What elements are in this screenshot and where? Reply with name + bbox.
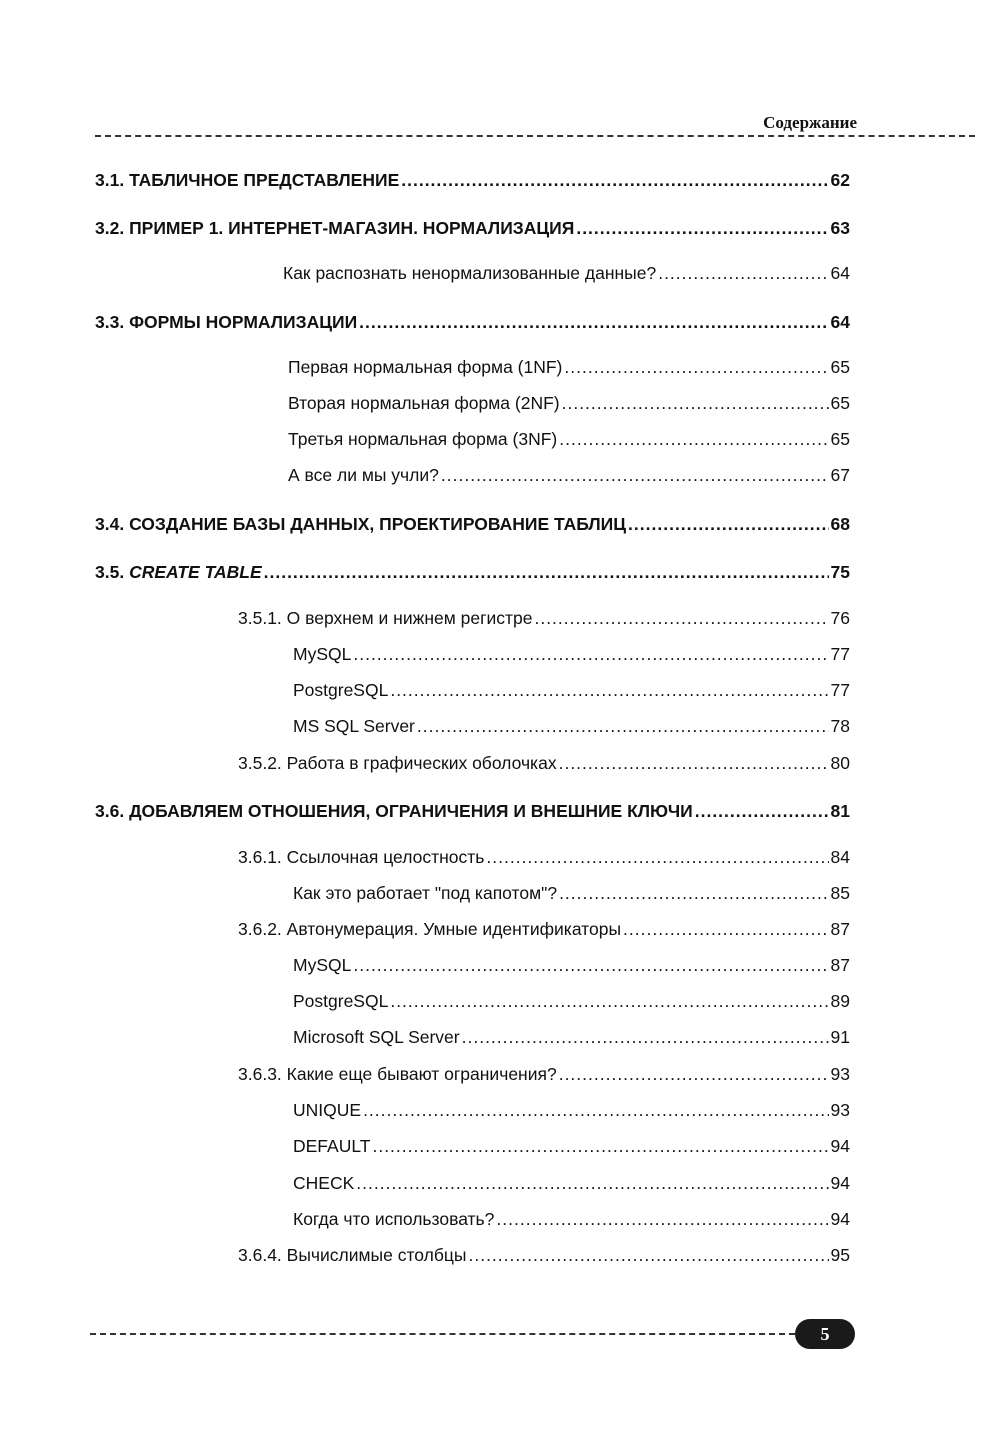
- toc-entry[interactable]: Как это работает "под капотом"? ..... 85: [293, 882, 850, 904]
- toc-entry-3-5[interactable]: 3.5. CREATE TABLE ..... 75: [95, 561, 850, 583]
- toc-entry[interactable]: Как распознать ненормализованные данные? ..... 64: [283, 262, 850, 284]
- toc-entry[interactable]: А все ли мы учли? ..... 67: [288, 464, 850, 486]
- toc-entry-3-6[interactable]: 3.6. ДОБАВЛЯЕМ ОТНОШЕНИЯ, ОГРАНИЧЕНИЯ И ВНЕШНИЕ КЛЮЧИ ..... 81: [95, 800, 850, 822]
- toc-entry[interactable]: 3.5.2. Работа в графических оболочках ..... 80: [238, 752, 850, 774]
- toc-entry-3-3[interactable]: 3.3. ФОРМЫ НОРМАЛИЗАЦИИ ..... 64: [95, 311, 850, 333]
- toc-entry[interactable]: PostgreSQL ..... 89: [293, 990, 850, 1012]
- toc-entry-3-4[interactable]: 3.4. СОЗДАНИЕ БАЗЫ ДАННЫХ, ПРОЕКТИРОВАНИЕ ТАБЛИЦ ..... 68: [95, 513, 850, 535]
- toc-entry[interactable]: Первая нормальная форма (1NF) ..... 65: [288, 356, 850, 378]
- footer-divider: [90, 1333, 795, 1335]
- toc-entry[interactable]: 3.6.1. Ссылочная целостность ..... 84: [238, 846, 850, 868]
- toc-entry[interactable]: UNIQUE ..... 93: [293, 1099, 850, 1121]
- toc-entry[interactable]: Когда что использовать? ..... 94: [293, 1208, 850, 1230]
- toc-entry[interactable]: Вторая нормальная форма (2NF) ..... 65: [288, 392, 850, 414]
- toc-entry[interactable]: 3.5.1. О верхнем и нижнем регистре ..... 76: [238, 607, 850, 629]
- toc-entry-3-2[interactable]: 3.2. ПРИМЕР 1. ИНТЕРНЕТ-МАГАЗИН. НОРМАЛИЗАЦИЯ ..... 63: [95, 217, 850, 239]
- toc-entry[interactable]: MySQL ..... 77: [293, 643, 850, 665]
- toc-entry[interactable]: 3.6.2. Автонумерация. Умные идентификаторы ..... 87: [238, 918, 850, 940]
- toc-entry[interactable]: Третья нормальная форма (3NF) ..... 65: [288, 428, 850, 450]
- toc-entry[interactable]: CHECK ..... 94: [293, 1172, 850, 1194]
- toc-entry[interactable]: 3.6.4. Вычислимые столбцы ..... 95: [238, 1244, 850, 1266]
- toc-entry-3-1[interactable]: 3.1. ТАБЛИЧНОЕ ПРЕДСТАВЛЕНИЕ ..... 62: [95, 169, 850, 191]
- toc-entry[interactable]: PostgreSQL ..... 77: [293, 679, 850, 701]
- toc-entry[interactable]: MS SQL Server ..... 78: [293, 715, 850, 737]
- toc-entry[interactable]: Microsoft SQL Server ..... 91: [293, 1026, 850, 1048]
- toc-entry[interactable]: 3.6.3. Какие еще бывают ограничения? ..... 93: [238, 1063, 850, 1085]
- page-number-badge: 5: [795, 1319, 855, 1349]
- toc-entry[interactable]: DEFAULT ..... 94: [293, 1135, 850, 1157]
- toc-entry[interactable]: MySQL ..... 87: [293, 954, 850, 976]
- running-header-title: Содержание: [763, 113, 857, 132]
